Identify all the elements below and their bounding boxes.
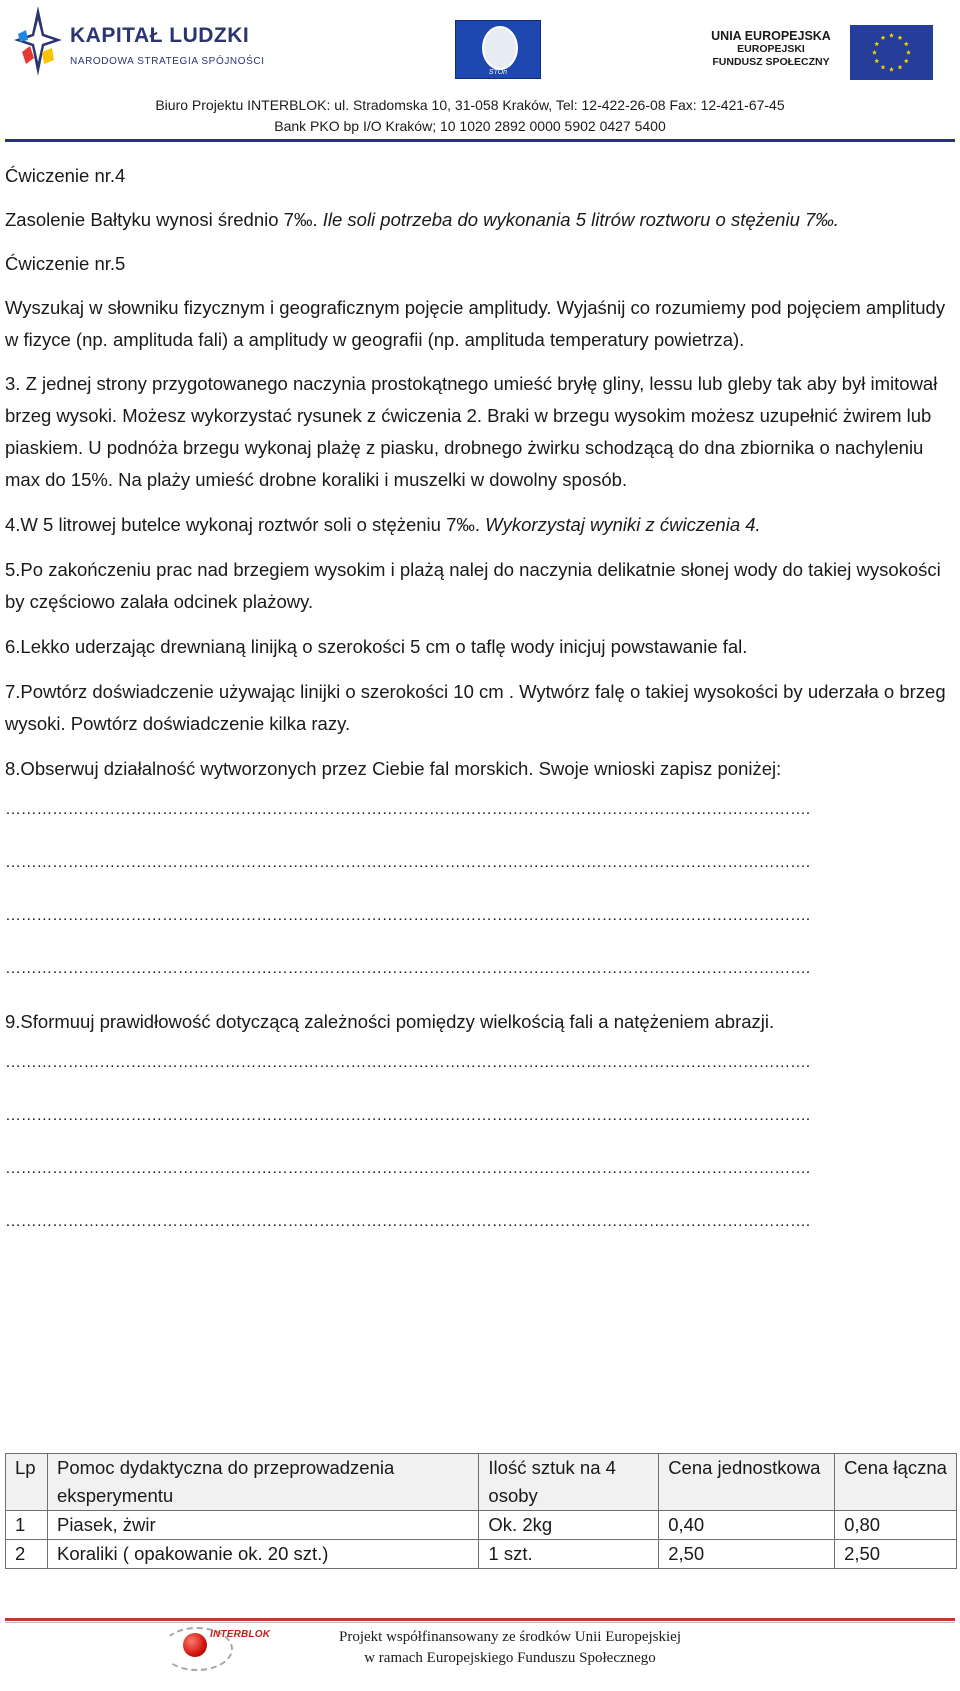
cofinancing-line-1: Projekt współfinansowany ze środków Unii Europejskiej	[338, 1629, 682, 1645]
step-4-text: 4.W 5 litrowej butelce wykonaj roztwór soli o stężeniu 7‰.	[5, 514, 486, 535]
exercise-4-text	[5, 204, 950, 236]
footer-divider-grey	[5, 1622, 955, 1623]
interblock-ball-icon	[183, 1633, 207, 1657]
ue-text-block	[700, 30, 842, 69]
portrait-icon	[482, 26, 518, 70]
ue-line-union: UNIA EUROPEJSKA	[711, 29, 831, 43]
row-total-price: 2,50	[835, 1540, 957, 1569]
answer-line: ……………………………………………………………………………………………………………………………………….	[5, 907, 810, 924]
step-8: 8.Obserwuj działalność wytworzonych przez Ciebie fal morskich. Swoje wnioski zapisz poniżej:	[5, 758, 782, 779]
eu-star-icon	[898, 35, 903, 40]
page-header	[0, 0, 960, 145]
interblock-wordmark: INTERBLOK	[210, 1629, 271, 1640]
step-9: 9.Sformuuj prawidłowość dotyczącą zależności pomiędzy wielkością fali a natężeniem abrazji.	[5, 1011, 775, 1032]
row-unit-price: 0,40	[659, 1511, 835, 1540]
ue-line-fund: EUROPEJSKI	[737, 43, 805, 55]
cofinancing-line-2: w ramach Europejskiego Funduszu Społecznego	[364, 1650, 656, 1666]
header-divider	[5, 139, 955, 142]
exercise-5-text: Wyszukaj w słowniku fizycznym i geograficznym pojęcie amplitudy. Wyjaśnij co rozumiemy pod pojęciem amplitudy w fizyce (np. amplituda fali) a amplitudy w geografii (np. amplituda temperatury powietrza).	[5, 297, 946, 350]
row-unit-price: 2,50	[659, 1540, 835, 1569]
header-unit-price: Cena jednostkowa	[659, 1454, 835, 1511]
materials-table	[5, 1453, 957, 1569]
project-address	[130, 95, 810, 137]
row-quantity: 1 szt.	[479, 1540, 659, 1569]
eu-star-icon	[898, 65, 903, 70]
ue-line-social: FUNDUSZ SPOŁECZNY	[712, 56, 830, 68]
eu-star-icon	[889, 33, 894, 38]
exercise-4-title: Ćwiczenie nr.4	[5, 165, 126, 186]
answer-line: ……………………………………………………………………………………………………………………………………….	[5, 1160, 810, 1177]
bank-line: Bank PKO bp I/O Kraków; 10 1020 2892 0000 5902 0427 5400	[274, 118, 666, 134]
kapital-ludzki-logo	[14, 6, 264, 86]
interblock-logo	[155, 1625, 275, 1691]
table-row	[6, 1511, 957, 1540]
answer-line: ……………………………………………………………………………………………………………………………………….	[5, 854, 810, 871]
eu-star-icon	[889, 67, 894, 72]
step-5: 5.Po zakończeniu prac nad brzegiem wysokim i plażą nalej do naczynia delikatnie słonej wody do takiej wysokości by częściowo zalała odcinek plażowy.	[5, 559, 941, 612]
row-item: Koraliki ( opakowanie ok. 20 szt.)	[47, 1540, 478, 1569]
header-lp: Lp	[6, 1454, 48, 1511]
row-lp: 2	[6, 1540, 48, 1569]
eu-star-icon	[881, 35, 886, 40]
answer-line: ……………………………………………………………………………………………………………………………………….	[5, 1213, 810, 1230]
cofinancing-note	[290, 1627, 730, 1669]
row-lp: 1	[6, 1511, 48, 1540]
answer-lines-step-8	[5, 799, 950, 980]
header-quantity: Ilość sztuk na 4 osoby	[479, 1454, 659, 1511]
answer-line: ……………………………………………………………………………………………………………………………………….	[5, 1107, 810, 1124]
eu-star-icon	[874, 41, 879, 46]
eu-star-icon	[904, 41, 909, 46]
exercise-4-statement: Zasolenie Bałtyku wynosi średnio 7‰.	[5, 209, 323, 230]
kapital-ludzki-subtitle: NARODOWA STRATEGIA SPÓJNOŚCI	[70, 56, 265, 67]
exercise-5-title: Ćwiczenie nr.5	[5, 253, 126, 274]
step-6: 6.Lekko uderzając drewnianą linijką o szerokości 5 cm o taflę wody inicjuj powstawanie fal.	[5, 636, 748, 657]
row-quantity: Ok. 2kg	[479, 1511, 659, 1540]
footer-divider-red	[5, 1618, 955, 1621]
answer-line: ……………………………………………………………………………………………………………………………………….	[5, 801, 810, 818]
row-item: Piasek, żwir	[47, 1511, 478, 1540]
answer-lines-step-9	[5, 1052, 950, 1233]
school-emblem	[455, 20, 541, 79]
step-4	[5, 509, 950, 541]
answer-line: ……………………………………………………………………………………………………………………………………….	[5, 1054, 810, 1071]
eu-star-icon	[904, 58, 909, 63]
document-body	[5, 160, 950, 1264]
kapital-ludzki-star-icon	[14, 6, 64, 84]
header-total-price: Cena łączna	[835, 1454, 957, 1511]
kapital-ludzki-title: KAPITAŁ LUDZKI	[70, 24, 250, 47]
row-total-price: 0,80	[835, 1511, 957, 1540]
table-row	[6, 1540, 957, 1569]
step-7: 7.Powtórz doświadczenie używając linijki o szerokości 10 cm . Wytwórz falę o takiej wysokości by uderzała o brzeg wysoki. Powtórz doświadczenie kilka razy.	[5, 681, 946, 734]
eu-star-icon	[881, 65, 886, 70]
eu-flag-icon	[850, 25, 933, 80]
eu-star-icon	[872, 50, 877, 55]
answer-line: ……………………………………………………………………………………………………………………………………….	[5, 960, 810, 977]
eu-star-icon	[874, 58, 879, 63]
eu-stars-icon	[850, 25, 933, 80]
emblem-caption: STOn	[488, 69, 508, 76]
step-4-hint: Wykorzystaj wyniki z ćwiczenia 4.	[485, 514, 761, 535]
header-item: Pomoc dydaktyczna do przeprowadzenia eksperymentu	[47, 1454, 478, 1511]
step-3: 3. Z jednej strony przygotowanego naczynia prostokątnego umieść bryłę gliny, lessu lub gleby tak aby był imitował brzeg wysoki. Możesz wykorzystać rysunek z ćwiczenia 2. Braki w brzegu wysokim możesz uzupełnić żwirem lub piaskiem. U podnóża brzegu wykonaj plażę z piasku, drobnego żwirku schodzącą do dna zbiornika o nachyleniu max do 15%. Na plaży umieść drobne koraliki i muszelki w dowolny sposób.	[5, 373, 938, 490]
eu-star-icon	[906, 50, 911, 55]
exercise-4-question: Ile soli potrzeba do wykonania 5 litrów roztworu o stężeniu 7‰.	[322, 209, 839, 230]
table-header-row	[6, 1454, 957, 1511]
address-line: Biuro Projektu INTERBLOK: ul. Stradomska 10, 31-058 Kraków, Tel: 12-422-26-08 Fax: 12-421-67-45	[155, 97, 785, 113]
